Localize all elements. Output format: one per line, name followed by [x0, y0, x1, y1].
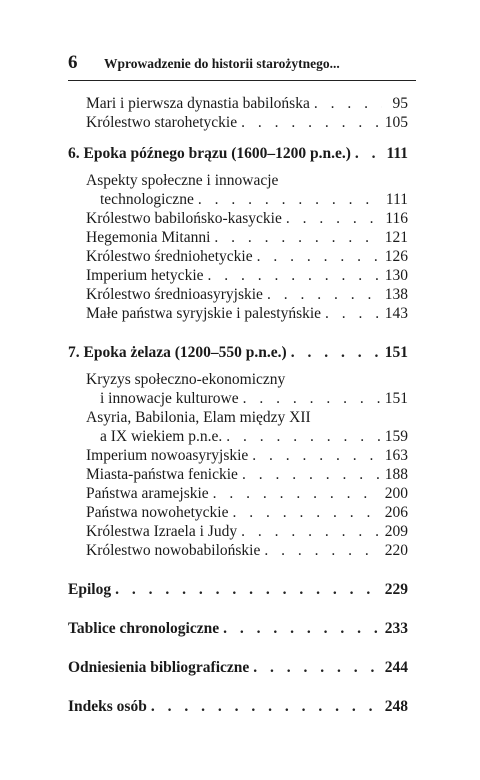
- toc-entry: [68, 190, 408, 209]
- toc-entry-label: Imperium hetyckie: [86, 267, 204, 284]
- leader-dots: [115, 580, 381, 599]
- toc-entry-line1: Kryzys społeczno-ekonomiczny: [86, 371, 286, 388]
- toc-entry: [68, 503, 408, 522]
- toc-bibliography: [68, 658, 408, 677]
- toc-entry-label: Hegemonia Mitanni: [86, 229, 211, 246]
- toc-entry-line1: Asyria, Babilonia, Elam między XII: [86, 409, 311, 426]
- table-of-contents: [68, 94, 408, 716]
- toc-entry-page: 188: [384, 466, 408, 483]
- running-head: [68, 52, 416, 81]
- toc-entry-label: Królestwo babilońsko-kasyckie: [86, 210, 282, 227]
- chapter-page: 151: [384, 344, 408, 361]
- toc-entry-page: 126: [384, 248, 408, 265]
- toc-entry-page: 95: [392, 95, 408, 112]
- leader-dots: [355, 144, 382, 163]
- leader-dots: [208, 266, 381, 285]
- chapter-title: 6. Epoka późnego brązu (1600–1200 p.n.e.): [68, 145, 351, 162]
- chapter-page: 244: [384, 659, 408, 676]
- toc-entry-label: a IX wiekiem p.n.e.: [100, 428, 223, 445]
- toc-entry-page: 111: [385, 191, 408, 208]
- chapter-page: 233: [384, 620, 408, 637]
- chapter-page: 111: [386, 145, 408, 162]
- toc-entry-page: 138: [384, 286, 408, 303]
- toc-entry: [68, 209, 408, 228]
- chapter-title: Odniesienia bibliograficzne: [68, 659, 250, 676]
- leader-dots: [325, 304, 381, 323]
- toc-entry-line1: Aspekty społeczne i innowacje: [86, 172, 279, 189]
- toc-entry: [68, 247, 408, 266]
- toc-entry-label: Mari i pierwsza dynastia babilońska: [86, 95, 310, 112]
- leader-dots: [241, 113, 381, 132]
- toc-entry: [68, 484, 408, 503]
- toc-entry: [68, 465, 408, 484]
- leader-dots: [151, 697, 381, 716]
- toc-entry-page: 200: [384, 485, 408, 502]
- toc-entry-page: 163: [384, 447, 408, 464]
- toc-entry-label: Królestwo starohetyckie: [86, 114, 238, 131]
- toc-entry: [68, 266, 408, 285]
- toc-entry-page: 220: [384, 542, 408, 559]
- leader-dots: [257, 247, 381, 266]
- toc-entry-label: Małe państwa syryjskie i palestyńskie: [86, 305, 322, 322]
- chapter-title: 7. Epoka żelaza (1200–550 p.n.e.): [68, 344, 287, 361]
- leader-dots: [252, 446, 380, 465]
- page-number: 6: [68, 52, 78, 73]
- leader-dots: [241, 522, 381, 541]
- toc-entry-page: 130: [384, 267, 408, 284]
- toc-epilog: [68, 580, 408, 599]
- toc-entry-page: 143: [384, 305, 408, 322]
- leader-dots: [314, 94, 382, 113]
- toc-entry: [68, 427, 408, 446]
- toc-entry-page: 105: [384, 114, 408, 131]
- chapter-title: Tablice chronologiczne: [68, 620, 220, 637]
- toc-entry-label: Królestwo nowobabilońskie: [86, 542, 261, 559]
- toc-entry-label: Państwa nowohetyckie: [86, 504, 229, 521]
- leader-dots: [267, 285, 381, 304]
- toc-entry-label: Królestwo średniohetyckie: [86, 248, 253, 265]
- toc-entry-label: Miasta-państwa fenickie: [86, 466, 238, 483]
- leader-dots: [253, 658, 380, 677]
- toc-entry: [68, 285, 408, 304]
- chapter-page: 229: [384, 581, 408, 598]
- leader-dots: [214, 228, 380, 247]
- toc-entry-label: i innowacje kulturowe: [100, 390, 239, 407]
- leader-dots: [286, 209, 381, 228]
- toc-entry-label: technologiczne: [100, 191, 194, 208]
- toc-entry: [68, 304, 408, 323]
- chapter-title: Epilog: [68, 581, 112, 598]
- chapter-page: 248: [384, 698, 408, 715]
- toc-entry: [68, 522, 408, 541]
- toc-entry: [68, 113, 408, 132]
- running-title: Wprowadzenie do historii starożytnego...: [104, 56, 340, 71]
- leader-dots: [226, 427, 381, 446]
- toc-entry-label: Królestwa Izraela i Judy: [86, 523, 238, 540]
- toc-entry-page: 116: [385, 210, 408, 227]
- toc-chapter-7: [68, 343, 408, 362]
- leader-dots: [223, 619, 381, 638]
- toc-entry-page: 209: [384, 523, 408, 540]
- leader-dots: [198, 190, 382, 209]
- toc-entry-page: 159: [384, 428, 408, 445]
- toc-chapter-6: [68, 144, 408, 163]
- toc-entry: [68, 446, 408, 465]
- toc-entry-page: 121: [384, 229, 408, 246]
- toc-chronological-tables: [68, 619, 408, 638]
- toc-entry: [68, 541, 408, 560]
- toc-entry-label: Imperium nowoasyryjskie: [86, 447, 249, 464]
- leader-dots: [264, 541, 380, 560]
- toc-entry: [68, 228, 408, 247]
- toc-entry: [68, 389, 408, 408]
- chapter-title: Indeks osób: [68, 698, 147, 715]
- toc-entry-page: 151: [384, 390, 408, 407]
- toc-entry-label: Państwa aramejskie: [86, 485, 209, 502]
- toc-entry-label: Królestwo średnioasyryjskie: [86, 286, 263, 303]
- leader-dots: [213, 484, 381, 503]
- leader-dots: [243, 389, 381, 408]
- leader-dots: [291, 343, 381, 362]
- leader-dots: [232, 503, 380, 522]
- leader-dots: [242, 465, 381, 484]
- toc-index: [68, 697, 408, 716]
- toc-entry-page: 206: [384, 504, 408, 521]
- toc-entry: [68, 94, 408, 113]
